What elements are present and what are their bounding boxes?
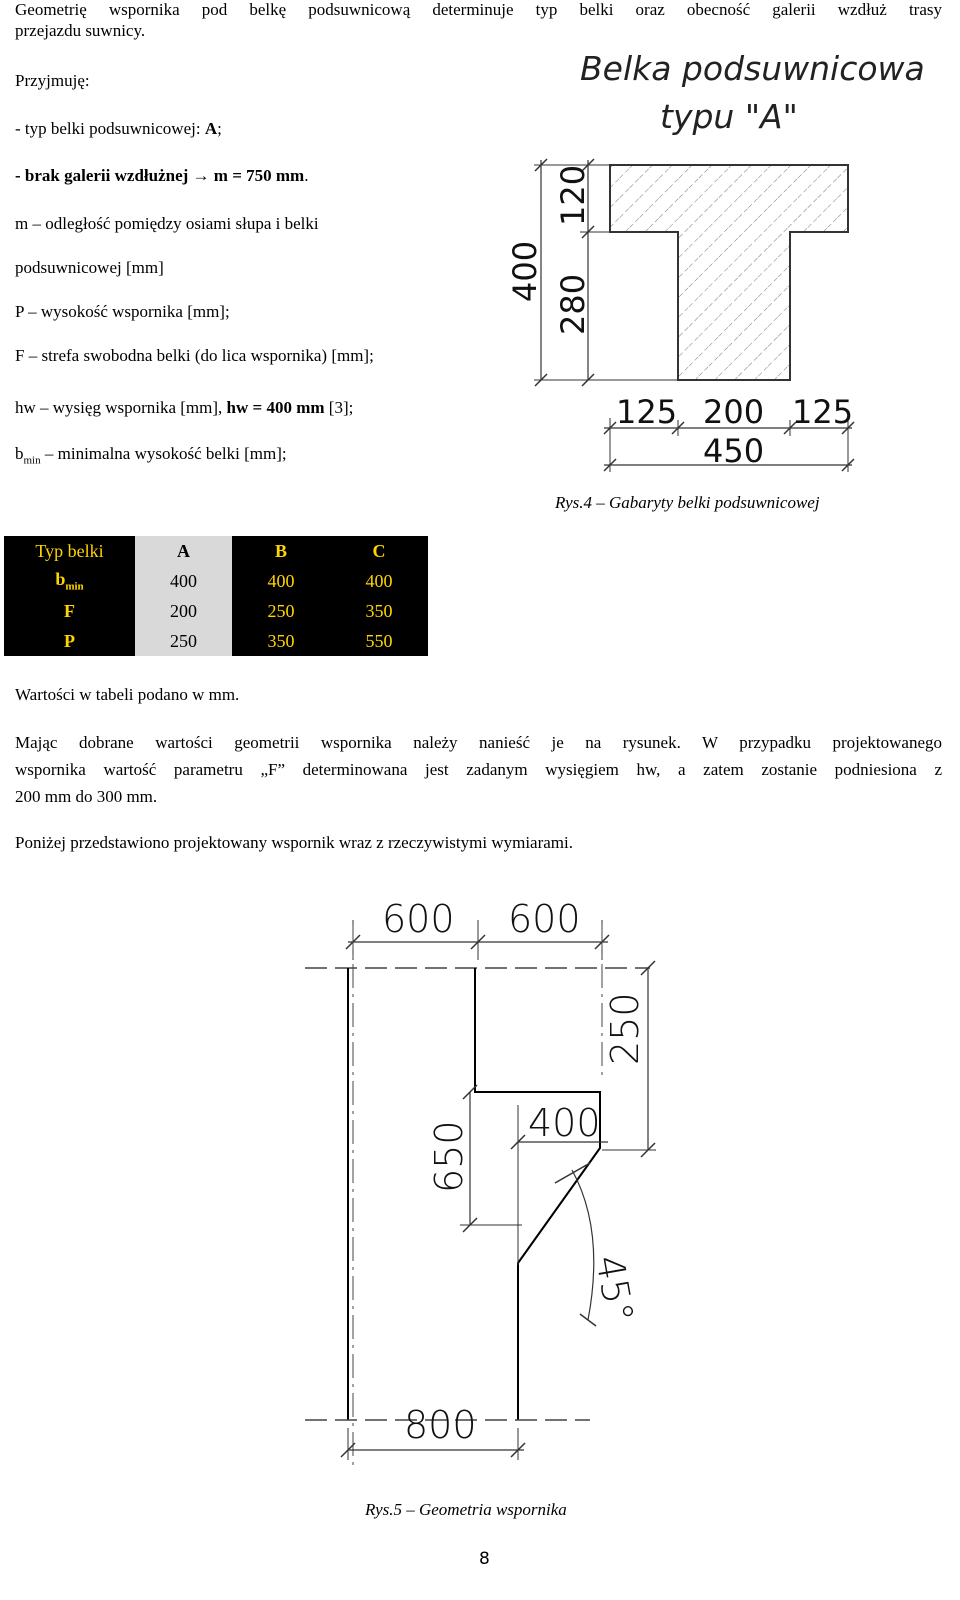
dim-label-450: 450: [703, 432, 765, 470]
def-bmin: [15, 444, 287, 470]
units-note: Wartości w tabeli podano w mm.: [15, 685, 240, 704]
def-hw-value: hw = 400 mm: [226, 398, 325, 417]
table-col-A: A: [135, 536, 232, 566]
gallery-item: [15, 166, 308, 186]
dim-label-280: 280: [554, 273, 592, 335]
para1-line-1: Mając dobrane wartości geometrii wspornika należy nanieść je na rysunek. W przypadku projektowanego: [15, 733, 942, 752]
def-F: F – strefa swobodna belki (do lica wspornika) [mm];: [15, 346, 374, 365]
dim-label-250: 250: [603, 992, 647, 1065]
table-cell: 350: [330, 596, 428, 626]
table-header-label: Typ belki: [4, 536, 135, 566]
beam-type-value: A: [204, 119, 218, 138]
tick-mark: [555, 1163, 590, 1183]
beam-type-item: [15, 119, 222, 139]
dim-label-125-left: 125: [616, 393, 678, 431]
table-cell: 400: [135, 566, 232, 596]
def-hw: [15, 398, 353, 418]
table-row: [4, 596, 428, 626]
dim-label-600-left: 600: [382, 897, 455, 941]
def-hw-suffix: [3];: [324, 398, 354, 417]
figure-4-caption: Rys.4 – Gabaryty belki podsuwnicowej: [555, 493, 820, 512]
fig4-title-line-1: Belka podsuwnicowa: [580, 49, 925, 88]
beam-parameter-table: [4, 536, 428, 656]
table-row-label: $b_{min}$: [4, 566, 135, 596]
table-cell: 250: [135, 626, 232, 656]
page-number: 8: [479, 1549, 490, 1569]
fig4-title-line-2: typu "A": [660, 97, 798, 136]
figure-5-drawing: [290, 880, 670, 1480]
def-bmin-sub: min: [23, 454, 41, 467]
assume-label: Przyjmuję:: [15, 71, 90, 90]
arrow-icon: →: [192, 166, 210, 185]
beam-type-prefix: - typ belki podsuwnicowej:: [15, 119, 205, 138]
dim-label-400: 400: [528, 1101, 601, 1145]
dim-label-650: 650: [427, 1120, 471, 1193]
angle-arc: [572, 1170, 594, 1320]
def-bmin-text: – minimalna wysokość belki [mm];: [40, 444, 287, 463]
table-row-label: P: [4, 626, 135, 656]
def-m-line-1: m – odległość pomiędzy osiami słupa i belki: [15, 214, 319, 233]
def-m-line-2: podsuwnicowej [mm]: [15, 258, 164, 277]
bracket-outline: [475, 968, 600, 1420]
tick-mark: [580, 1314, 596, 1326]
table-row-label: F: [4, 596, 135, 626]
dim-label-800: 800: [404, 1403, 477, 1447]
gallery-label: - brak galerii wzdłużnej: [15, 166, 189, 185]
table-row: [4, 566, 428, 596]
def-P: P – wysokość wspornika [mm];: [15, 302, 230, 321]
table-cell: 250: [232, 596, 330, 626]
table-row: [4, 626, 428, 656]
dim-label-400: 400: [506, 240, 544, 302]
table-cell: 550: [330, 626, 428, 656]
table-col-B: B: [232, 536, 330, 566]
dim-label-45-deg: 45°: [587, 1251, 643, 1326]
table-cell: 350: [232, 626, 330, 656]
parameter-table: [4, 536, 428, 656]
table-cell: 400: [232, 566, 330, 596]
figure-5-caption: Rys.5 – Geometria wspornika: [365, 1500, 567, 1519]
t-beam-section: [610, 165, 848, 380]
para2: Poniżej przedstawiono projektowany wspornik wraz z rzeczywistymi wymiarami.: [15, 833, 574, 852]
para1-line-3: 200 mm do 300 mm.: [15, 787, 158, 806]
def-bmin-b: b: [15, 444, 24, 463]
dim-label-125-right: 125: [792, 393, 854, 431]
def-hw-prefix: hw – wysięg wspornika [mm],: [15, 398, 227, 417]
intro-line-1: Geometrię wspornika pod belkę podsuwnicową determinuje typ belki oraz obecność galerii wzdłuż trasy: [15, 0, 942, 19]
intro-line-2: przejazdu suwnicy.: [15, 21, 146, 40]
dim-label-200: 200: [703, 393, 765, 431]
table-cell: 400: [330, 566, 428, 596]
dim-label-120: 120: [554, 164, 592, 226]
table-col-C: C: [330, 536, 428, 566]
para1-line-2: wspornika wartość parametru „F” determinowana jest zadanym wysięgiem hw, a zatem zostanie podniesiona z: [15, 760, 942, 779]
beam-type-suffix: ;: [217, 119, 222, 138]
table-cell: 200: [135, 596, 232, 626]
figure-4-drawing: [500, 40, 925, 480]
m-suffix: .: [304, 166, 309, 185]
dim-label-600-right: 600: [508, 897, 581, 941]
m-value: m = 750 mm: [213, 166, 305, 185]
